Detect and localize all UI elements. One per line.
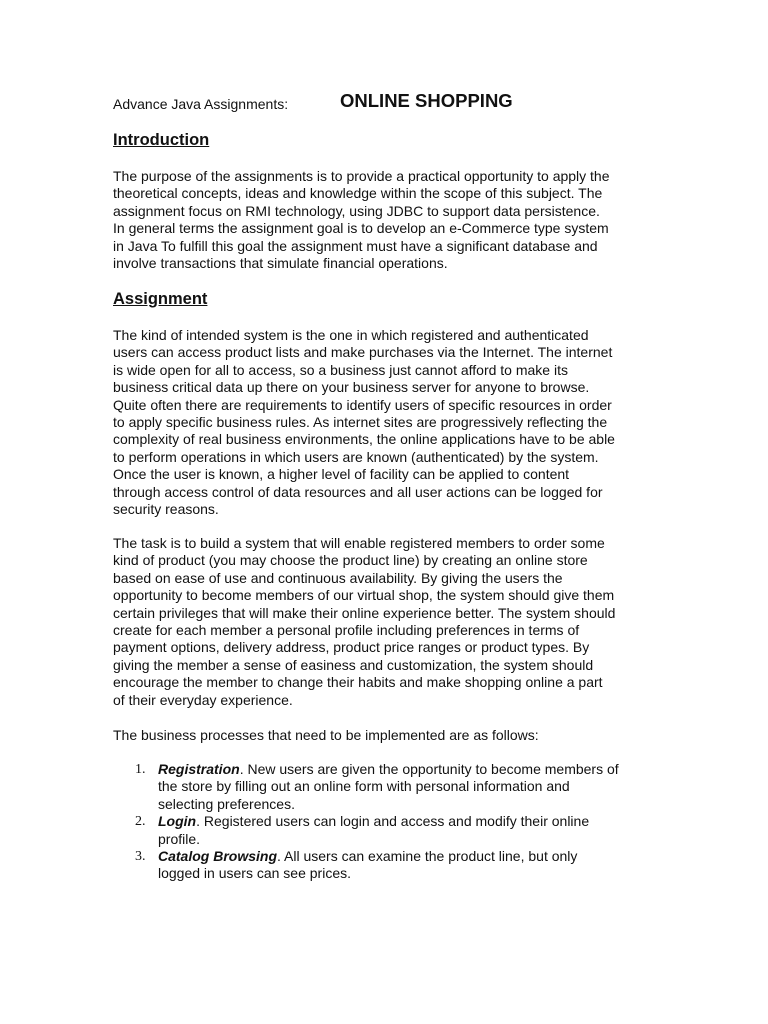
text-line: certain privileges that will make their online experience better. The system should bbox=[113, 604, 616, 621]
text-line: based on ease of use and continuous availability. By giving the users the bbox=[113, 569, 563, 586]
text-line: users can access product lists and make purchases via the Internet. The internet bbox=[113, 344, 613, 361]
process-description: . Registered users can login and access and modify their online bbox=[196, 813, 590, 830]
text-line: opportunity to become members of our virtual shop, the system should give them bbox=[113, 587, 615, 604]
list-item bbox=[113, 848, 673, 883]
assignment-paragraph-3 bbox=[113, 727, 673, 744]
text-line: kind of product (you may choose the product line) by creating an online store bbox=[113, 552, 588, 569]
text-line: The task is to build a system that will enable registered members to order some bbox=[113, 535, 605, 551]
text-line: through access control of data resources and all user actions can be logged for bbox=[113, 483, 603, 500]
text-line: The business processes that need to be implemented are as follows: bbox=[113, 727, 539, 743]
text-line: selecting preferences. bbox=[158, 795, 295, 812]
text-line: payment options, delivery address, product price ranges or product types. By bbox=[113, 639, 590, 656]
text-line: is wide open for all to access, so a business just cannot afford to make its bbox=[113, 361, 568, 378]
list-number: 2. bbox=[135, 814, 146, 830]
process-term: Catalog Browsing bbox=[158, 848, 278, 865]
text-line: The purpose of the assignments is to provide a practical opportunity to apply the bbox=[113, 168, 610, 184]
process-description: . New users are given the opportunity to become members of bbox=[239, 761, 619, 777]
text-line: assignment focus on RMI technology, using JDBC to support data persistence. bbox=[113, 202, 600, 219]
text-line: create for each member a personal profile including preferences in terms of bbox=[113, 622, 580, 639]
text-line: logged in users can see prices. bbox=[158, 865, 351, 882]
list-number: 1. bbox=[135, 762, 146, 777]
project-title: ONLINE SHOPPING bbox=[340, 90, 513, 111]
process-term: Registration bbox=[158, 761, 240, 777]
text-line: security reasons. bbox=[113, 501, 219, 518]
text-line: complexity of real business environments, the online applications have to be able bbox=[113, 431, 615, 448]
text-line: The kind of intended system is the one in which registered and authenticated bbox=[113, 327, 589, 343]
text-line: of their everyday experience. bbox=[113, 691, 293, 708]
assignment-paragraph-1 bbox=[113, 327, 673, 518]
business-process-list bbox=[113, 761, 673, 883]
text-line: in Java To fulfill this goal the assignment must have a significant database and bbox=[113, 237, 598, 254]
text-line: Quite often there are requirements to identify users of specific resources in order bbox=[113, 396, 612, 413]
text-line: In general terms the assignment goal is to develop an e-Commerce type system bbox=[113, 220, 609, 237]
list-item bbox=[113, 813, 673, 848]
assignment-paragraph-2 bbox=[113, 535, 673, 709]
text-line: giving the member a sense of easiness and customization, the system should bbox=[113, 656, 594, 673]
list-item bbox=[113, 761, 673, 813]
text-line: profile. bbox=[158, 830, 201, 847]
text-line: to perform operations in which users are known (authenticated) by the system. bbox=[113, 448, 599, 465]
text-line: involve transactions that simulate financial operations. bbox=[113, 255, 448, 272]
process-description: . All users can examine the product line, but only bbox=[277, 848, 578, 865]
text-line: to apply specific business rules. As internet sites are progressively reflecting the bbox=[113, 414, 608, 431]
text-line: encourage the member to change their habits and make shopping online a part bbox=[113, 674, 603, 691]
course-name: Advance Java Assignments: bbox=[113, 96, 289, 112]
process-term: Login bbox=[158, 813, 197, 830]
text-line: the store by filling out an online form with personal information and bbox=[158, 778, 570, 795]
list-number: 3. bbox=[135, 849, 146, 865]
text-line: theoretical concepts, ideas and knowledge within the scope of this subject. The bbox=[113, 185, 603, 202]
assignment-heading: Assignment bbox=[113, 290, 208, 308]
introduction-paragraph bbox=[113, 168, 673, 272]
text-line: business critical data up there on your business server for anyone to browse. bbox=[113, 379, 590, 396]
introduction-heading: Introduction bbox=[113, 131, 210, 149]
text-line: Once the user is known, a higher level of facility can be applied to content bbox=[113, 466, 570, 483]
